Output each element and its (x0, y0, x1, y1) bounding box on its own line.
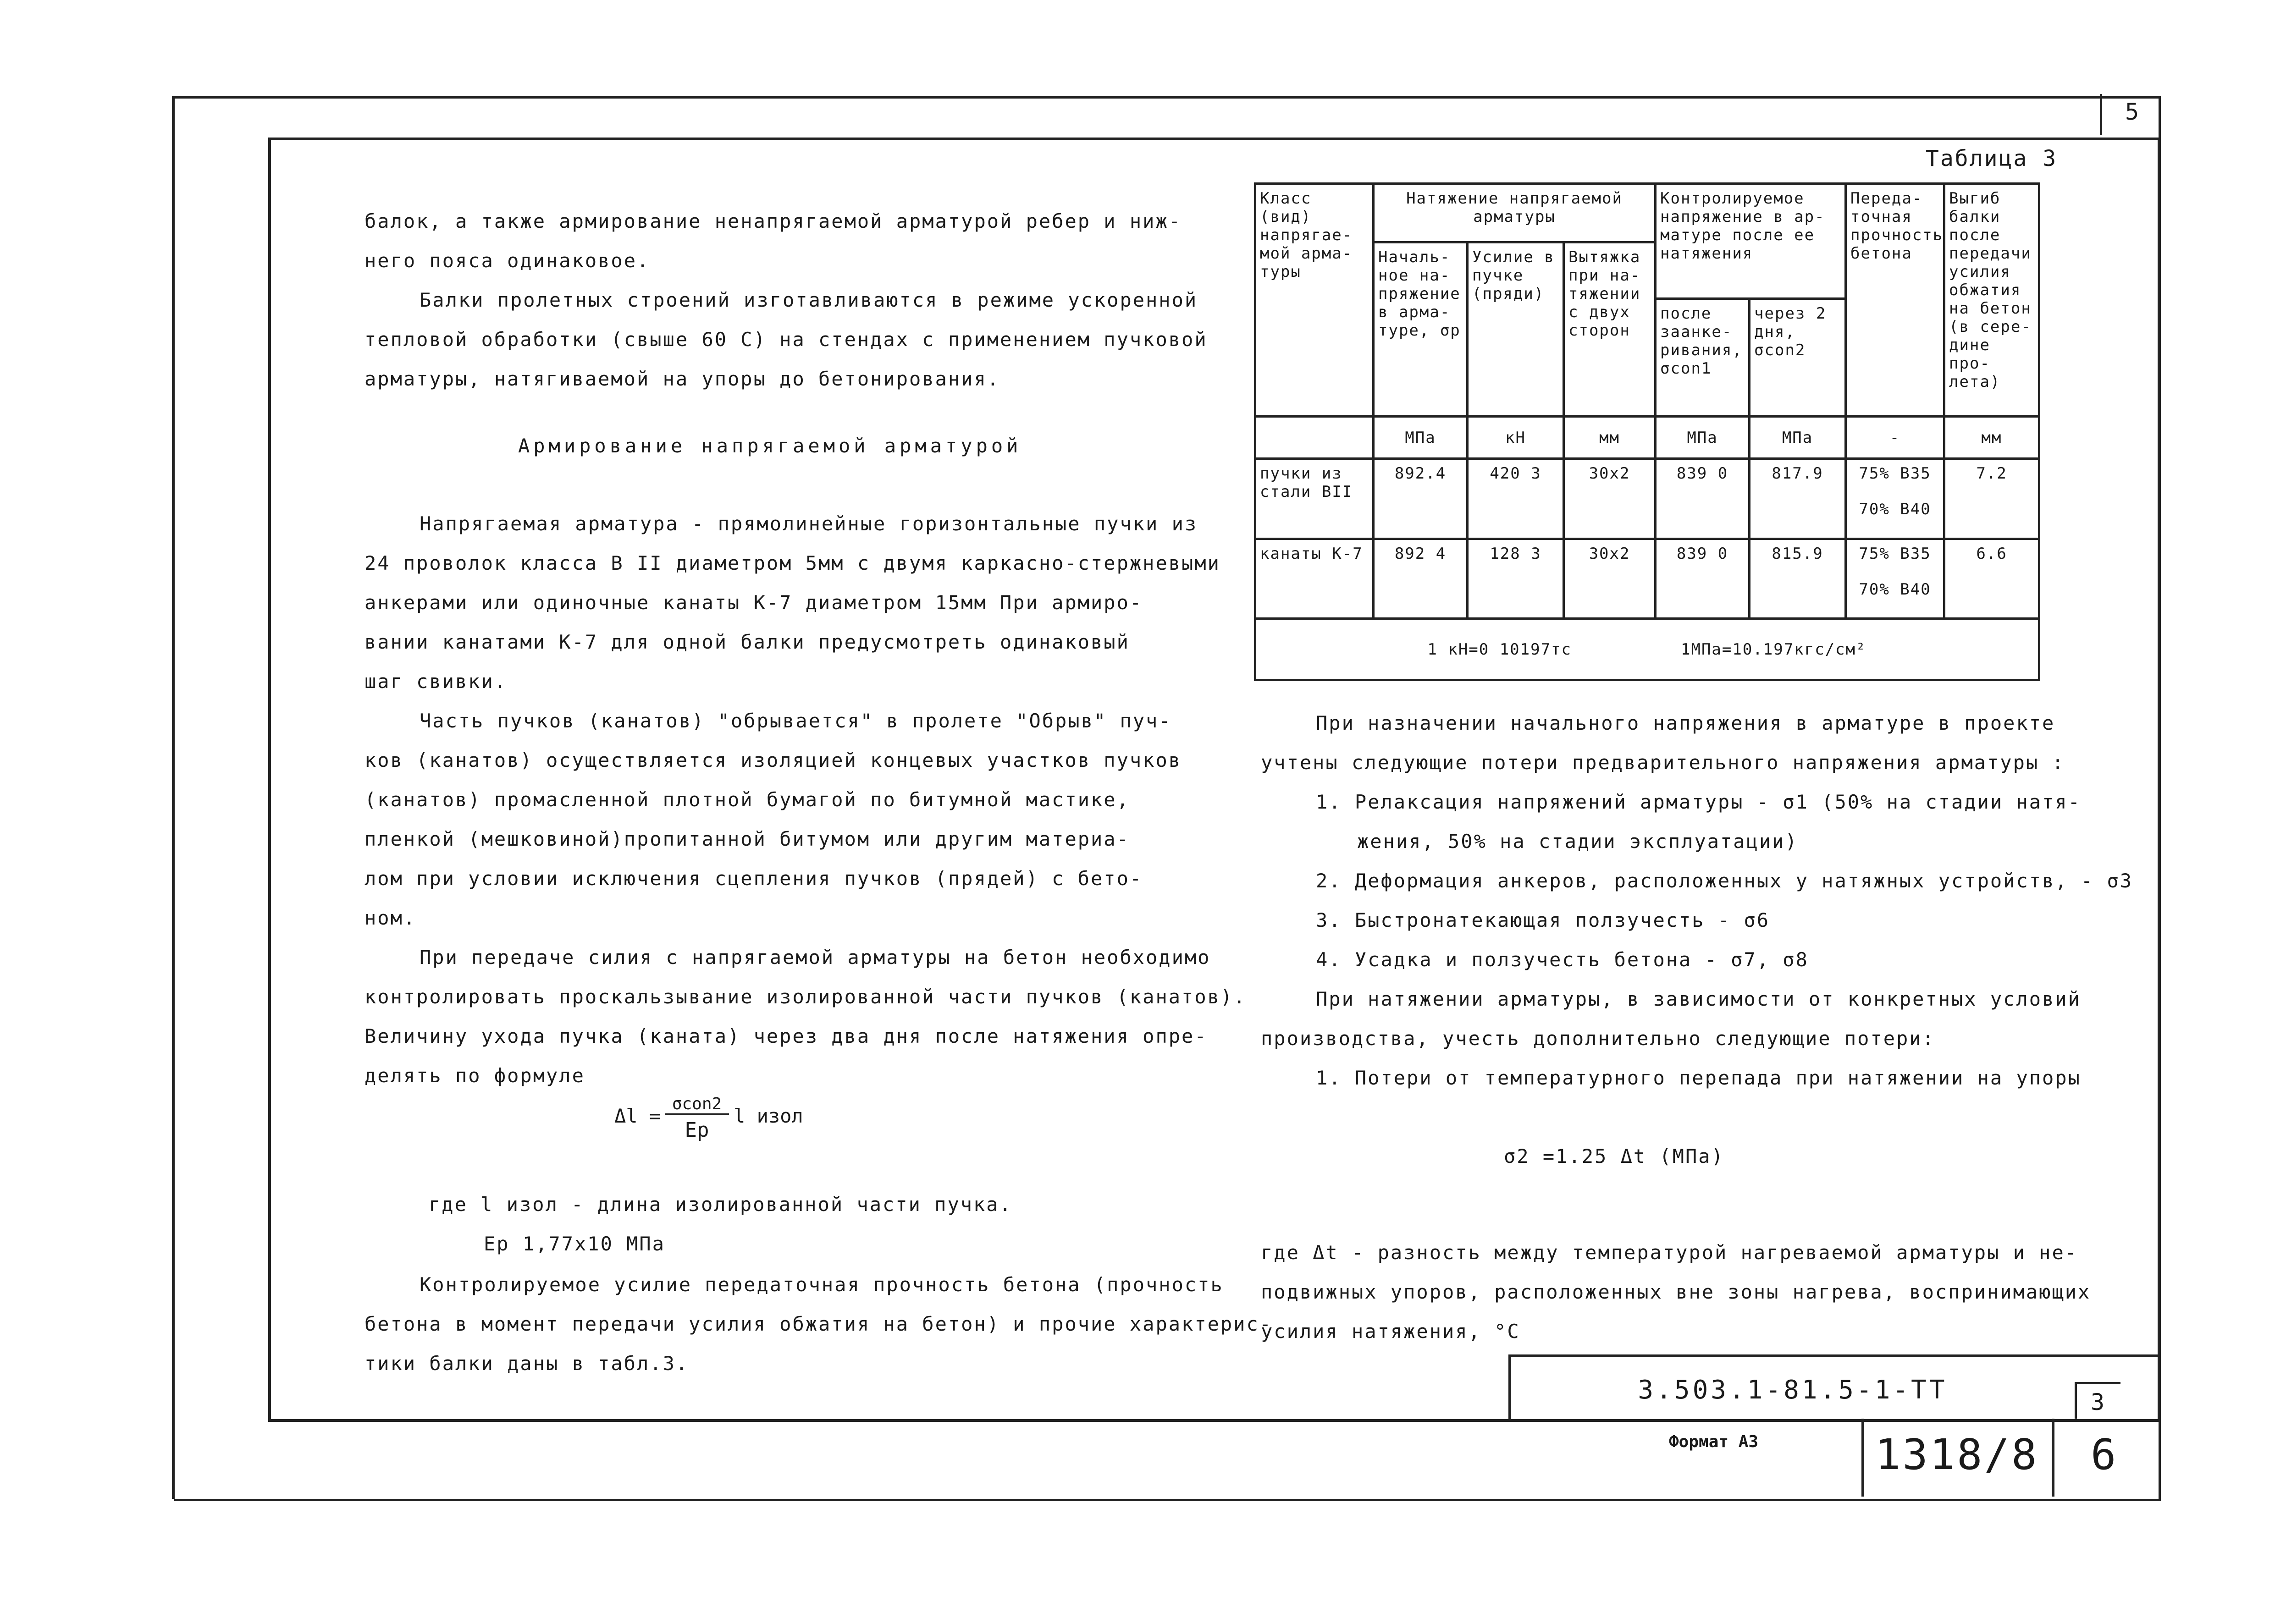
row2-draw: 30x2 (1564, 539, 1656, 619)
formula-left: Δl = (614, 1105, 661, 1127)
row1-two-days: 817.9 (1750, 459, 1846, 539)
right-p2-l2: производства, учесть дополнительно следующие потери: (1261, 1027, 1935, 1050)
left-p4-l4: пленкой (мешковиной)пропитанной битумом или другим материа- (364, 828, 1130, 850)
row1-force: 420 3 (1468, 459, 1564, 539)
right-p1-l1: При назначении начального напряжения в арматуре в проекте (1316, 712, 2055, 734)
left-p5-l3: Величину ухода пучка (каната) через два дня после натяжения опре- (364, 1025, 1208, 1047)
left-p4-l1: Часть пучков (канатов) "обрывается" в пролете "Обрыв" пуч- (420, 710, 1172, 732)
table-title: Таблица 3 (1926, 146, 2058, 171)
header-draw: Вытяжка при на- тяжении с двух сторон (1564, 242, 1656, 417)
table-note-row (1255, 619, 2039, 680)
header-camber: Выгиб балки после передачи усилия обжатия на бетон (в сере- дине про- лета) (1944, 184, 2039, 417)
row2-after: 839 0 (1656, 539, 1750, 619)
left-p2-l3: арматуры, натягиваемой на упоры до бетонирования. (364, 368, 1000, 390)
header-class: Класс (вид) напрягае- мой арма- туры (1255, 184, 1374, 417)
unit-dash: - (1846, 417, 1944, 459)
left-p2-l1: Балки пролетных строений изготавливаются в режиме ускоренной (420, 289, 1198, 311)
table-row (1255, 539, 2039, 619)
left-p3-l2: 24 проволок класса В II диаметром 5мм с двумя каркасно-стержневыми (364, 552, 1220, 574)
row2-strength-b: 70% В40 (1859, 580, 1931, 599)
row2-force: 128 3 (1468, 539, 1564, 619)
row1-draw: 30x2 (1564, 459, 1656, 539)
formula-numerator: σcon2 (665, 1095, 729, 1115)
unit-mpa-3: МПа (1750, 417, 1846, 459)
unit-mpa-1: МПа (1374, 417, 1468, 459)
unit-mm-1: мм (1564, 417, 1656, 459)
header-controlled: Контролируемое напряжение в ар- матуре после ее натяжения (1656, 184, 1846, 299)
right-i5: 1. Потери от температурного перепада при натяжении на упоры (1316, 1067, 2081, 1089)
row2-strength-a: 75% В35 (1859, 544, 1931, 563)
header-initial: Началь- ное на- пряжение в арма- туре, σp (1374, 242, 1468, 417)
right-i2: 2. Деформация анкеров, расположенных у натяжных устройств, - σ3 (1316, 870, 2133, 892)
left-p3-l3: анкерами или одиночные канаты К-7 диаметром 15мм При армиро- (364, 591, 1143, 614)
left-p1-l1: балок, а также армирование ненапрягаемой арматурой ребер и ниж- (364, 210, 1182, 232)
note-left: 1 кН=0 10197тс (1427, 640, 1572, 659)
right-i1-l2: жения, 50% на стадии эксплуатации) (1357, 830, 1798, 853)
right-p3-l2: подвижных упоров, расположенных вне зоны нагрева, воспринимающих (1261, 1281, 2091, 1303)
unit-kn: кН (1468, 417, 1564, 459)
where-l2: Ep 1,77x10 МПа (484, 1233, 666, 1255)
title-sheet-cell (2075, 1382, 2120, 1419)
table-row (1255, 459, 2039, 539)
sheet-top-number: 5 (2125, 99, 2139, 125)
left-p3-l4: вании канатами К-7 для одной балки предусмотреть одинаковый (364, 631, 1130, 653)
left-p4-l5: лом при условии исключения сцепления пучков (прядей) с бето- (364, 867, 1143, 890)
left-p4-l3: (канатов) промасленной плотной бумагой по битумной мастике, (364, 788, 1130, 811)
header-after: после заанке- ривания, σcon1 (1656, 299, 1750, 417)
row1-strength (1846, 459, 1944, 539)
row2-two-days: 815.9 (1750, 539, 1846, 619)
left-p3-l1: Напрягаемая арматура - прямолинейные горизонтальные пучки из (420, 512, 1198, 535)
document-code: 3.503.1-81.5-1-ТТ (1638, 1375, 1948, 1405)
unit-mpa-2: МПа (1656, 417, 1750, 459)
section-heading: Армирование напрягаемой арматурой (518, 435, 1022, 457)
left-p5-l2: контролировать проскальзывание изолированной части пучков (канатов). (364, 985, 1247, 1008)
left-p4-l2: ков (канатов) осуществляется изоляцией концевых участков пучков (364, 749, 1182, 771)
archive-number: 1318/8 (1875, 1430, 2039, 1479)
formula-denominator: Ep (685, 1118, 709, 1142)
row1-name: пучки из стали ВII (1255, 459, 1374, 539)
header-tension: Натяжение напрягаемой арматуры (1374, 184, 1656, 242)
left-p3-l5: шаг свивки. (364, 670, 508, 693)
right-i4: 4. Усадка и ползучесть бетона - σ7, σ8 (1316, 948, 1809, 971)
left-p6-l3: тики балки даны в табл.3. (364, 1352, 689, 1375)
table-3 (1254, 182, 2040, 681)
formula-right: l изол (734, 1105, 803, 1127)
note-right: 1МПа=10.197кгс/см² (1681, 640, 1866, 659)
row2-camber: 6.6 (1944, 539, 2039, 619)
unit-mm-2: мм (1944, 417, 2039, 459)
left-p5-l4: делять по формуле (364, 1064, 585, 1087)
left-p6-l2: бетона в момент передачи усилия обжатия на бетон) и прочие характерис- (364, 1313, 1273, 1335)
title-sheet-number: 3 (2091, 1389, 2105, 1415)
left-p6-l1: Контролируемое усилие передаточная прочность бетона (прочность (420, 1273, 1224, 1296)
right-p1-l2: учтены следующие потери предварительного напряжения арматуры : (1261, 751, 2065, 774)
row1-strength-a: 75% В35 (1859, 464, 1931, 483)
left-p2-l2: тепловой обработки (свыше 60 С) на стендах с применением пучковой (364, 328, 1208, 351)
unit-empty (1255, 417, 1374, 459)
header-force: Усилие в пучке (пряди) (1468, 242, 1564, 417)
row2-name: канаты К-7 (1255, 539, 1374, 619)
right-p3-l1: где Δt - разность между температурой нагреваемой арматуры и не- (1261, 1241, 2078, 1264)
where-l1: где l изол - длина изолированной части пучка. (429, 1193, 1012, 1216)
header-transfer: Переда- точная прочность бетона (1846, 184, 1944, 417)
right-i1-l1: 1. Релаксация напряжений арматуры - σ1 (50% на стадии натя- (1316, 791, 2081, 813)
row2-initial: 892 4 (1374, 539, 1468, 619)
header-2days: через 2 дня, σcon2 (1750, 299, 1846, 417)
right-i3: 3. Быстронатекающая ползучесть - σ6 (1316, 909, 1770, 931)
left-p1-l2: него пояса одинаковое. (364, 249, 650, 272)
row1-strength-b: 70% В40 (1859, 500, 1931, 519)
sheet-top-cell (2100, 94, 2159, 135)
left-p4-l6: ном. (364, 907, 417, 929)
format-label: Формат А3 (1669, 1432, 1759, 1451)
row1-initial: 892.4 (1374, 459, 1468, 539)
bottom-divider (2052, 1419, 2054, 1497)
row1-camber: 7.2 (1944, 459, 2039, 539)
right-p3-l3: усилия натяжения, °С (1261, 1320, 1520, 1343)
row1-after: 839 0 (1656, 459, 1750, 539)
left-p5-l1: При передаче силия с напрягаемой арматуры на бетон необходимо (420, 946, 1211, 969)
right-formula: σ2 =1.25 Δt (МПа) (1504, 1145, 1724, 1167)
right-p2-l1: При натяжении арматуры, в зависимости от конкретных условий (1316, 988, 2081, 1010)
row2-strength (1846, 539, 1944, 619)
bottom-page-number: 6 (2091, 1430, 2116, 1479)
